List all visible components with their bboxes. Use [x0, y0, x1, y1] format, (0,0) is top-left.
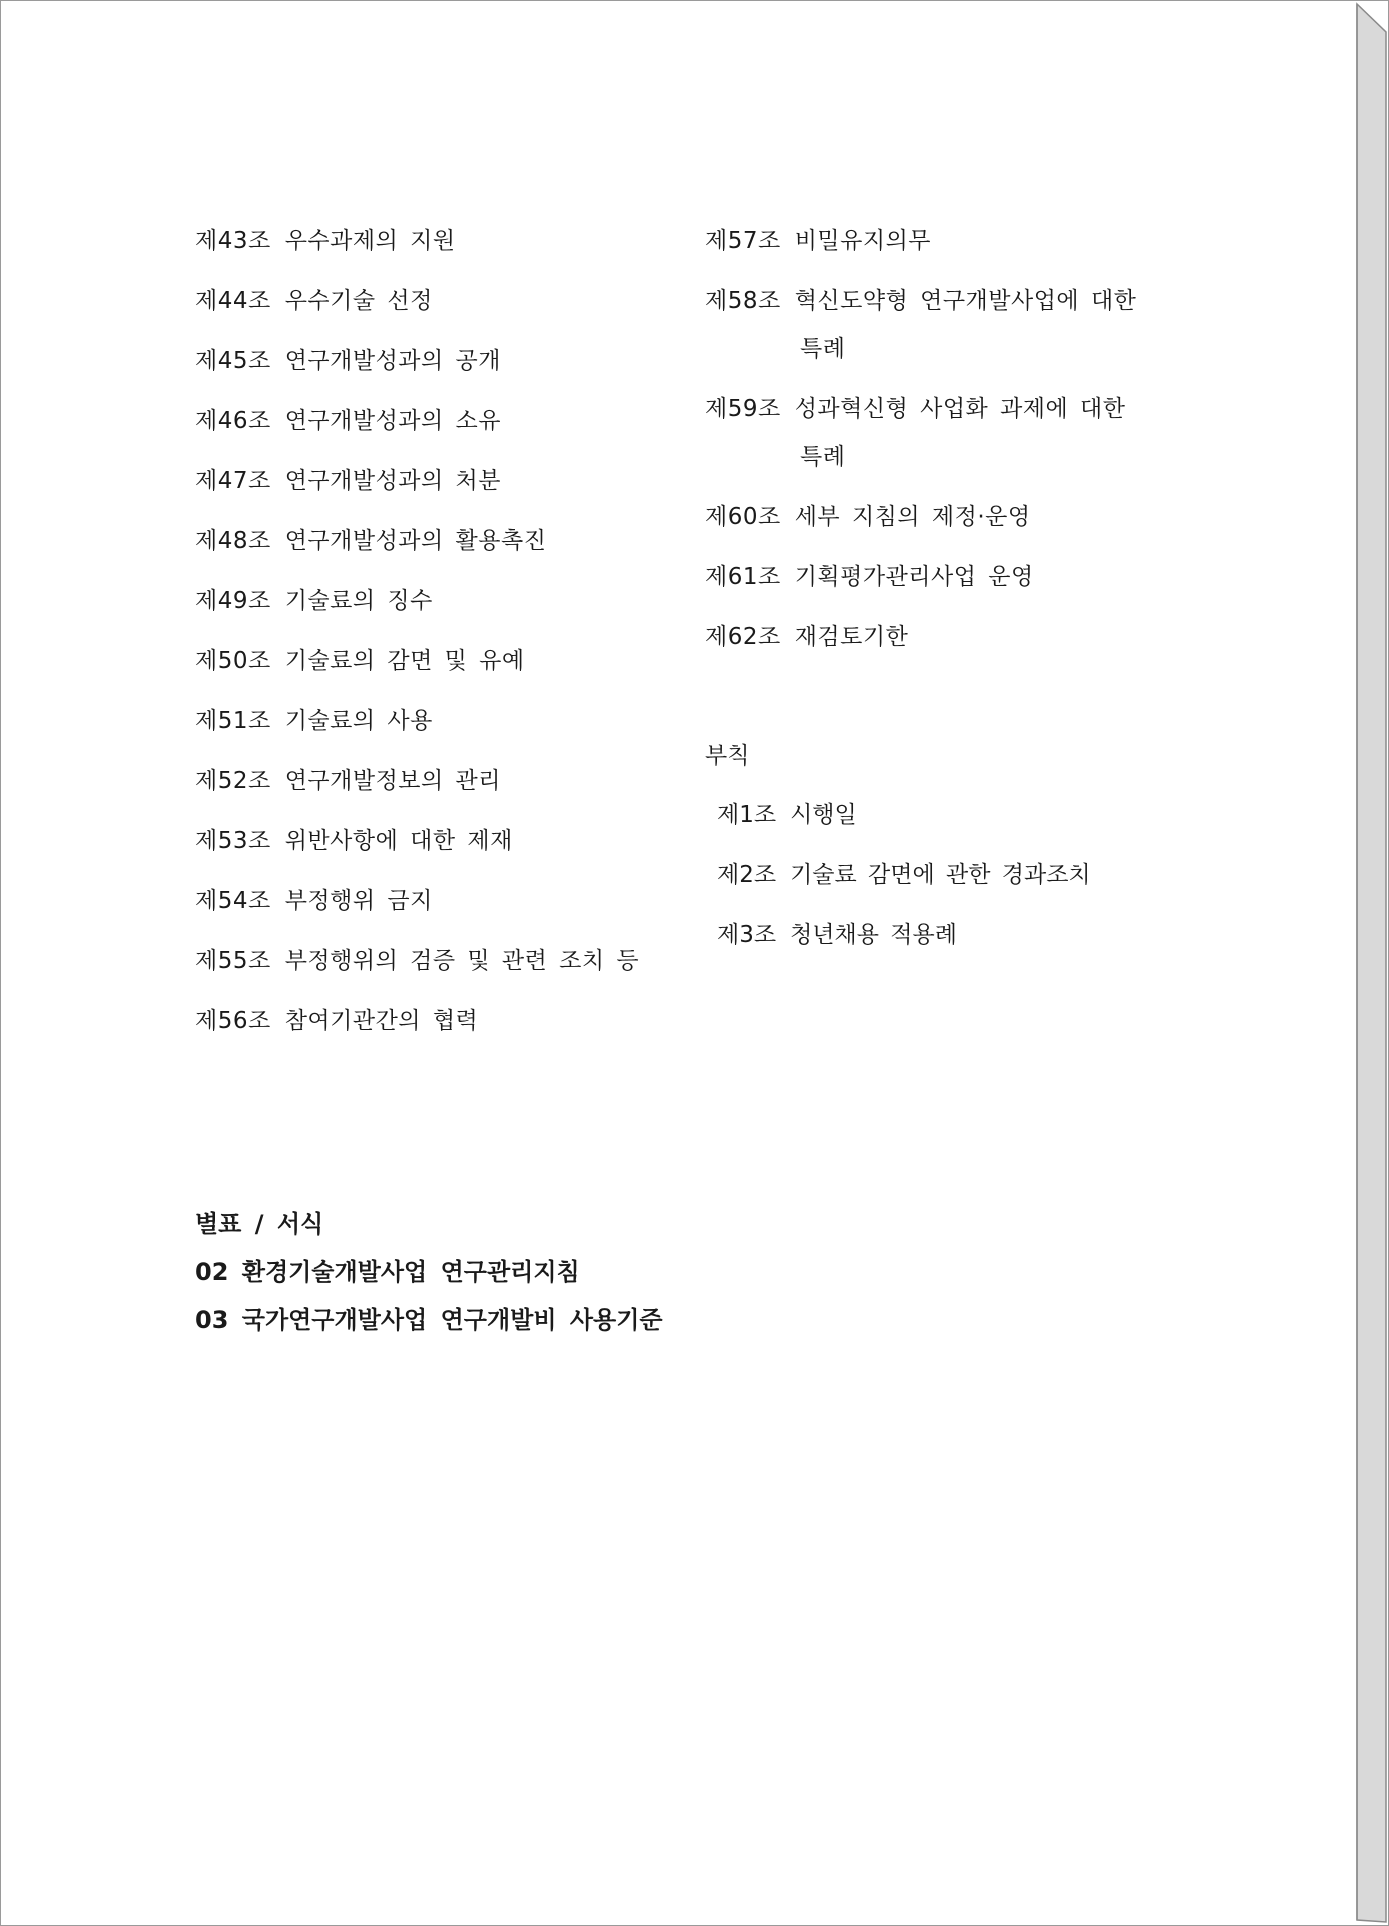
article-number: 제52조 — [195, 768, 271, 794]
article-number: 제57조 — [705, 228, 781, 254]
toc-item[interactable] — [195, 586, 639, 646]
article-number: 제50조 — [195, 648, 271, 674]
toc-item[interactable] — [195, 646, 639, 706]
article-number: 제48조 — [195, 528, 271, 554]
toc-item[interactable] — [195, 826, 639, 886]
appendix-item[interactable]: 02 환경기술개발사업 연구관리지침 — [195, 1258, 580, 1286]
article-title: 시행일 — [790, 802, 857, 828]
toc-item[interactable] — [195, 886, 639, 946]
toc-item[interactable] — [195, 946, 639, 1006]
article-number: 제47조 — [195, 468, 271, 494]
article-number: 제61조 — [705, 564, 781, 590]
article-title: 성과혁신형 사업화 과제에 대한 — [794, 396, 1126, 422]
article-number: 제59조 — [705, 396, 781, 422]
toc-item[interactable] — [195, 526, 639, 586]
article-number: 제55조 — [195, 948, 271, 974]
toc-item[interactable] — [705, 286, 1136, 364]
article-title: 연구개발성과의 활용촉진 — [284, 528, 547, 554]
toc-item[interactable] — [195, 766, 639, 826]
article-number: 제54조 — [195, 888, 271, 914]
supplementary-item[interactable] — [717, 920, 1091, 980]
article-number: 제53조 — [195, 828, 271, 854]
toc-item[interactable] — [705, 622, 1136, 652]
article-title: 참여기관간의 협력 — [284, 1008, 479, 1034]
article-number: 제45조 — [195, 348, 271, 374]
supplementary-heading: 부칙 — [705, 743, 750, 769]
toc-item[interactable] — [705, 394, 1136, 472]
article-title: 우수기술 선정 — [284, 288, 433, 314]
article-title: 기술료 감면에 관한 경과조치 — [790, 862, 1091, 888]
article-title: 청년채용 적용례 — [790, 922, 957, 948]
article-title: 혁신도약형 연구개발사업에 대한 — [794, 288, 1137, 314]
article-number: 제46조 — [195, 408, 271, 434]
article-number: 제58조 — [705, 288, 781, 314]
article-title: 부정행위 금지 — [284, 888, 433, 914]
toc-item[interactable] — [195, 1006, 639, 1066]
appendix-item[interactable]: 03 국가연구개발사업 연구개발비 사용기준 — [195, 1306, 663, 1334]
toc-item[interactable] — [705, 502, 1136, 532]
article-title: 연구개발성과의 소유 — [284, 408, 501, 434]
article-title: 기술료의 징수 — [284, 588, 433, 614]
toc-item[interactable] — [195, 406, 639, 466]
article-title: 세부 지침의 제정·운영 — [794, 504, 1031, 530]
article-title-continuation: 특례 — [800, 444, 846, 470]
article-title: 재검토기한 — [794, 624, 909, 650]
article-number: 제3조 — [717, 922, 777, 948]
toc-item[interactable] — [195, 346, 639, 406]
article-title: 우수과제의 지원 — [284, 228, 456, 254]
article-title: 기획평가관리사업 운영 — [794, 564, 1034, 590]
article-number: 제49조 — [195, 588, 271, 614]
article-number: 제44조 — [195, 288, 271, 314]
article-title: 연구개발성과의 공개 — [284, 348, 501, 374]
toc-item[interactable] — [195, 706, 639, 766]
supplementary-item[interactable] — [717, 800, 1091, 860]
article-number: 제56조 — [195, 1008, 271, 1034]
article-title: 연구개발정보의 관리 — [284, 768, 501, 794]
article-number: 제62조 — [705, 624, 781, 650]
toc-item[interactable] — [195, 466, 639, 526]
article-number: 제2조 — [717, 862, 777, 888]
toc-item[interactable] — [705, 562, 1136, 592]
toc-left-column — [195, 226, 639, 1066]
appendix-heading: 별표 / 서식 — [195, 1210, 324, 1238]
article-title: 비밀유지의무 — [794, 228, 932, 254]
article-title: 연구개발성과의 처분 — [284, 468, 501, 494]
toc-item[interactable] — [705, 226, 1136, 256]
article-number: 제60조 — [705, 504, 781, 530]
article-title: 기술료의 감면 및 유예 — [284, 648, 525, 674]
article-title: 위반사항에 대한 제재 — [284, 828, 513, 854]
article-number: 제1조 — [717, 802, 777, 828]
article-title-continuation: 특례 — [800, 336, 846, 362]
toc-item[interactable] — [195, 226, 639, 286]
article-number: 제51조 — [195, 708, 271, 734]
appendix-section — [195, 1209, 663, 1353]
article-number: 제43조 — [195, 228, 271, 254]
toc-right-column — [705, 226, 1136, 682]
supplementary-item[interactable] — [717, 860, 1091, 920]
supplementary-list — [717, 800, 1091, 980]
article-title: 기술료의 사용 — [284, 708, 433, 734]
article-title: 부정행위의 검증 및 관련 조치 등 — [284, 948, 640, 974]
toc-item[interactable] — [195, 286, 639, 346]
